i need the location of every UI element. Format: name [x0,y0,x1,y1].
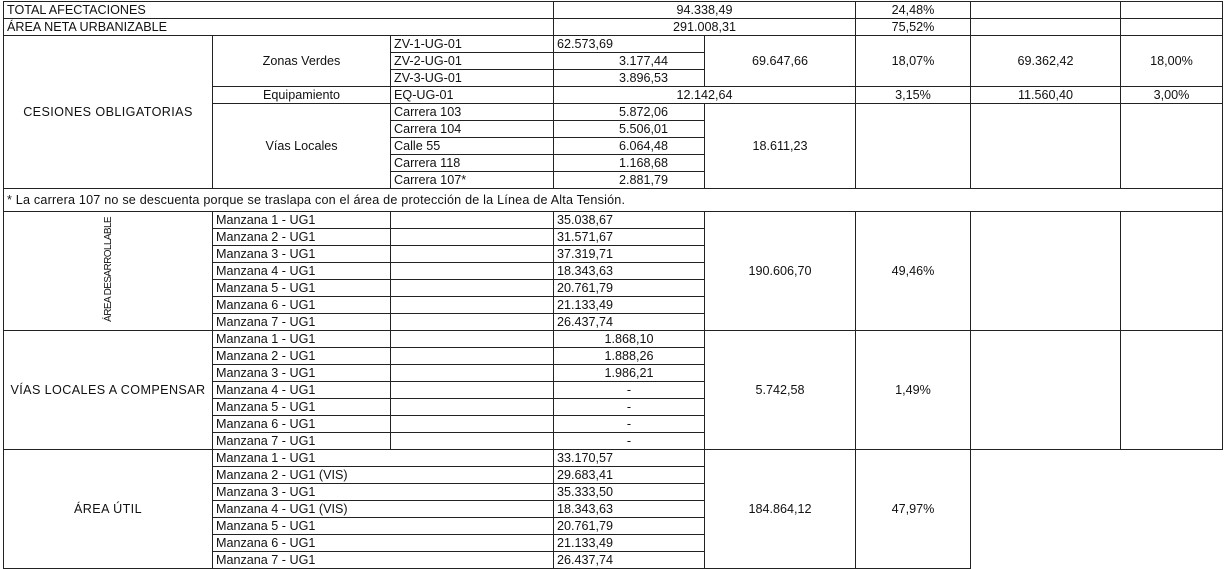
eq-req-value: 11.560,40 [971,87,1121,104]
manzana-value: 18.343,63 [554,263,705,280]
manzana-name: Manzana 1 - UG1 [213,331,391,348]
manzana-name: Manzana 1 - UG1 [213,450,554,467]
via-name: Carrera 118 [391,155,554,172]
zv-req-value: 69.362,42 [971,36,1121,87]
manzana-name: Manzana 5 - UG1 [213,399,391,416]
zv-total: 69.647,66 [705,36,856,87]
summary-label: ÁREA NETA URBANIZABLE [4,19,554,36]
manzana-value: 1.888,26 [554,348,705,365]
manzana-name: Manzana 4 - UG1 [213,263,391,280]
manzana-value: 1.986,21 [554,365,705,382]
via-value: 2.881,79 [554,172,705,189]
manzana-value: 1.868,10 [554,331,705,348]
via-name: Calle 55 [391,138,554,155]
summary-label: TOTAL AFECTACIONES [4,2,554,19]
manzana-value: 20.761,79 [554,518,705,535]
vias-compensar-pct: 1,49% [856,331,971,450]
via-value: 6.064,48 [554,138,705,155]
manzana-name: Manzana 1 - UG1 [213,212,391,229]
table-row [4,36,1223,53]
via-value: 5.506,01 [554,121,705,138]
manzana-value: 26.437,74 [554,314,705,331]
manzana-name: Manzana 2 - UG1 [213,348,391,365]
vias-compensar-total: 5.742,58 [705,331,856,450]
manzana-name: Manzana 4 - UG1 [213,382,391,399]
area-desarrollable-pct: 49,46% [856,212,971,331]
manzana-name: Manzana 2 - UG1 [213,229,391,246]
area-desarrollable-total: 190.606,70 [705,212,856,331]
vias-locales-label: Vías Locales [213,104,391,189]
manzana-value: - [554,433,705,450]
footnote: * La carrera 107 no se descuenta porque se traslapa con el área de protección de la Línea de Alta Tensión. [4,189,1223,212]
via-name: Carrera 107* [391,172,554,189]
manzana-name: Manzana 6 - UG1 [213,416,391,433]
eq-code: EQ-UG-01 [391,87,554,104]
via-value: 1.168,68 [554,155,705,172]
zv-code: ZV-3-UG-01 [391,70,554,87]
manzana-name: Manzana 5 - UG1 [213,518,554,535]
manzana-name: Manzana 7 - UG1 [213,314,391,331]
manzana-name: Manzana 3 - UG1 [213,484,554,501]
summary-row-area-neta [4,19,1223,36]
manzana-name: Manzana 7 - UG1 [213,433,391,450]
summary-pct: 24,48% [856,2,971,19]
manzana-value: 21.133,49 [554,535,705,552]
manzana-name: Manzana 7 - UG1 [213,552,554,569]
vias-compensar-label: VÍAS LOCALES A COMPENSAR [4,331,213,450]
zv-code: ZV-2-UG-01 [391,53,554,70]
manzana-value: 26.437,74 [554,552,705,569]
area-util-label: ÁREA ÚTIL [4,450,213,569]
manzana-value: 35.038,67 [554,212,705,229]
manzana-value: 35.333,50 [554,484,705,501]
manzana-name: Manzana 4 - UG1 (VIS) [213,501,554,518]
equipamiento-label: Equipamiento [213,87,391,104]
manzana-value: 29.683,41 [554,467,705,484]
area-util-total: 184.864,12 [705,450,856,569]
table-row [4,331,1223,348]
footnote-row [4,189,1223,212]
vias-locales-total: 18.611,23 [705,104,856,189]
manzana-value: 31.571,67 [554,229,705,246]
zonas-verdes-label: Zonas Verdes [213,36,391,87]
summary-row-total-afectaciones [4,2,1223,19]
manzana-value: - [554,399,705,416]
via-value: 5.872,06 [554,104,705,121]
summary-value: 291.008,31 [554,19,856,36]
eq-value: 12.142,64 [554,87,856,104]
via-name: Carrera 104 [391,121,554,138]
manzana-name: Manzana 3 - UG1 [213,365,391,382]
urban-area-table [3,1,1223,569]
manzana-value: 33.170,57 [554,450,705,467]
manzana-value: 37.319,71 [554,246,705,263]
manzana-name: Manzana 2 - UG1 (VIS) [213,467,554,484]
manzana-value: 21.133,49 [554,297,705,314]
area-util-pct: 47,97% [856,450,971,569]
manzana-value: 18.343,63 [554,501,705,518]
zv-pct: 18,07% [856,36,971,87]
manzana-value: 20.761,79 [554,280,705,297]
zv-value: 3.177,44 [554,53,705,70]
zv-value: 3.896,53 [554,70,705,87]
area-desarrollable-text: ÁREA DESARROLLABLE [102,216,114,322]
eq-pct: 3,15% [856,87,971,104]
eq-req-pct: 3,00% [1121,87,1223,104]
table-row [4,450,1223,467]
summary-pct: 75,52% [856,19,971,36]
zv-req-pct: 18,00% [1121,36,1223,87]
manzana-name: Manzana 3 - UG1 [213,246,391,263]
area-desarrollable-label [4,212,213,331]
manzana-name: Manzana 6 - UG1 [213,297,391,314]
summary-value: 94.338,49 [554,2,856,19]
zv-code: ZV-1-UG-01 [391,36,554,53]
via-name: Carrera 103 [391,104,554,121]
manzana-value: - [554,416,705,433]
manzana-value: - [554,382,705,399]
manzana-name: Manzana 5 - UG1 [213,280,391,297]
zv-value: 62.573,69 [554,36,705,53]
table-row [4,212,1223,229]
cesiones-label: CESIONES OBLIGATORIAS [4,36,213,189]
manzana-name: Manzana 6 - UG1 [213,535,554,552]
